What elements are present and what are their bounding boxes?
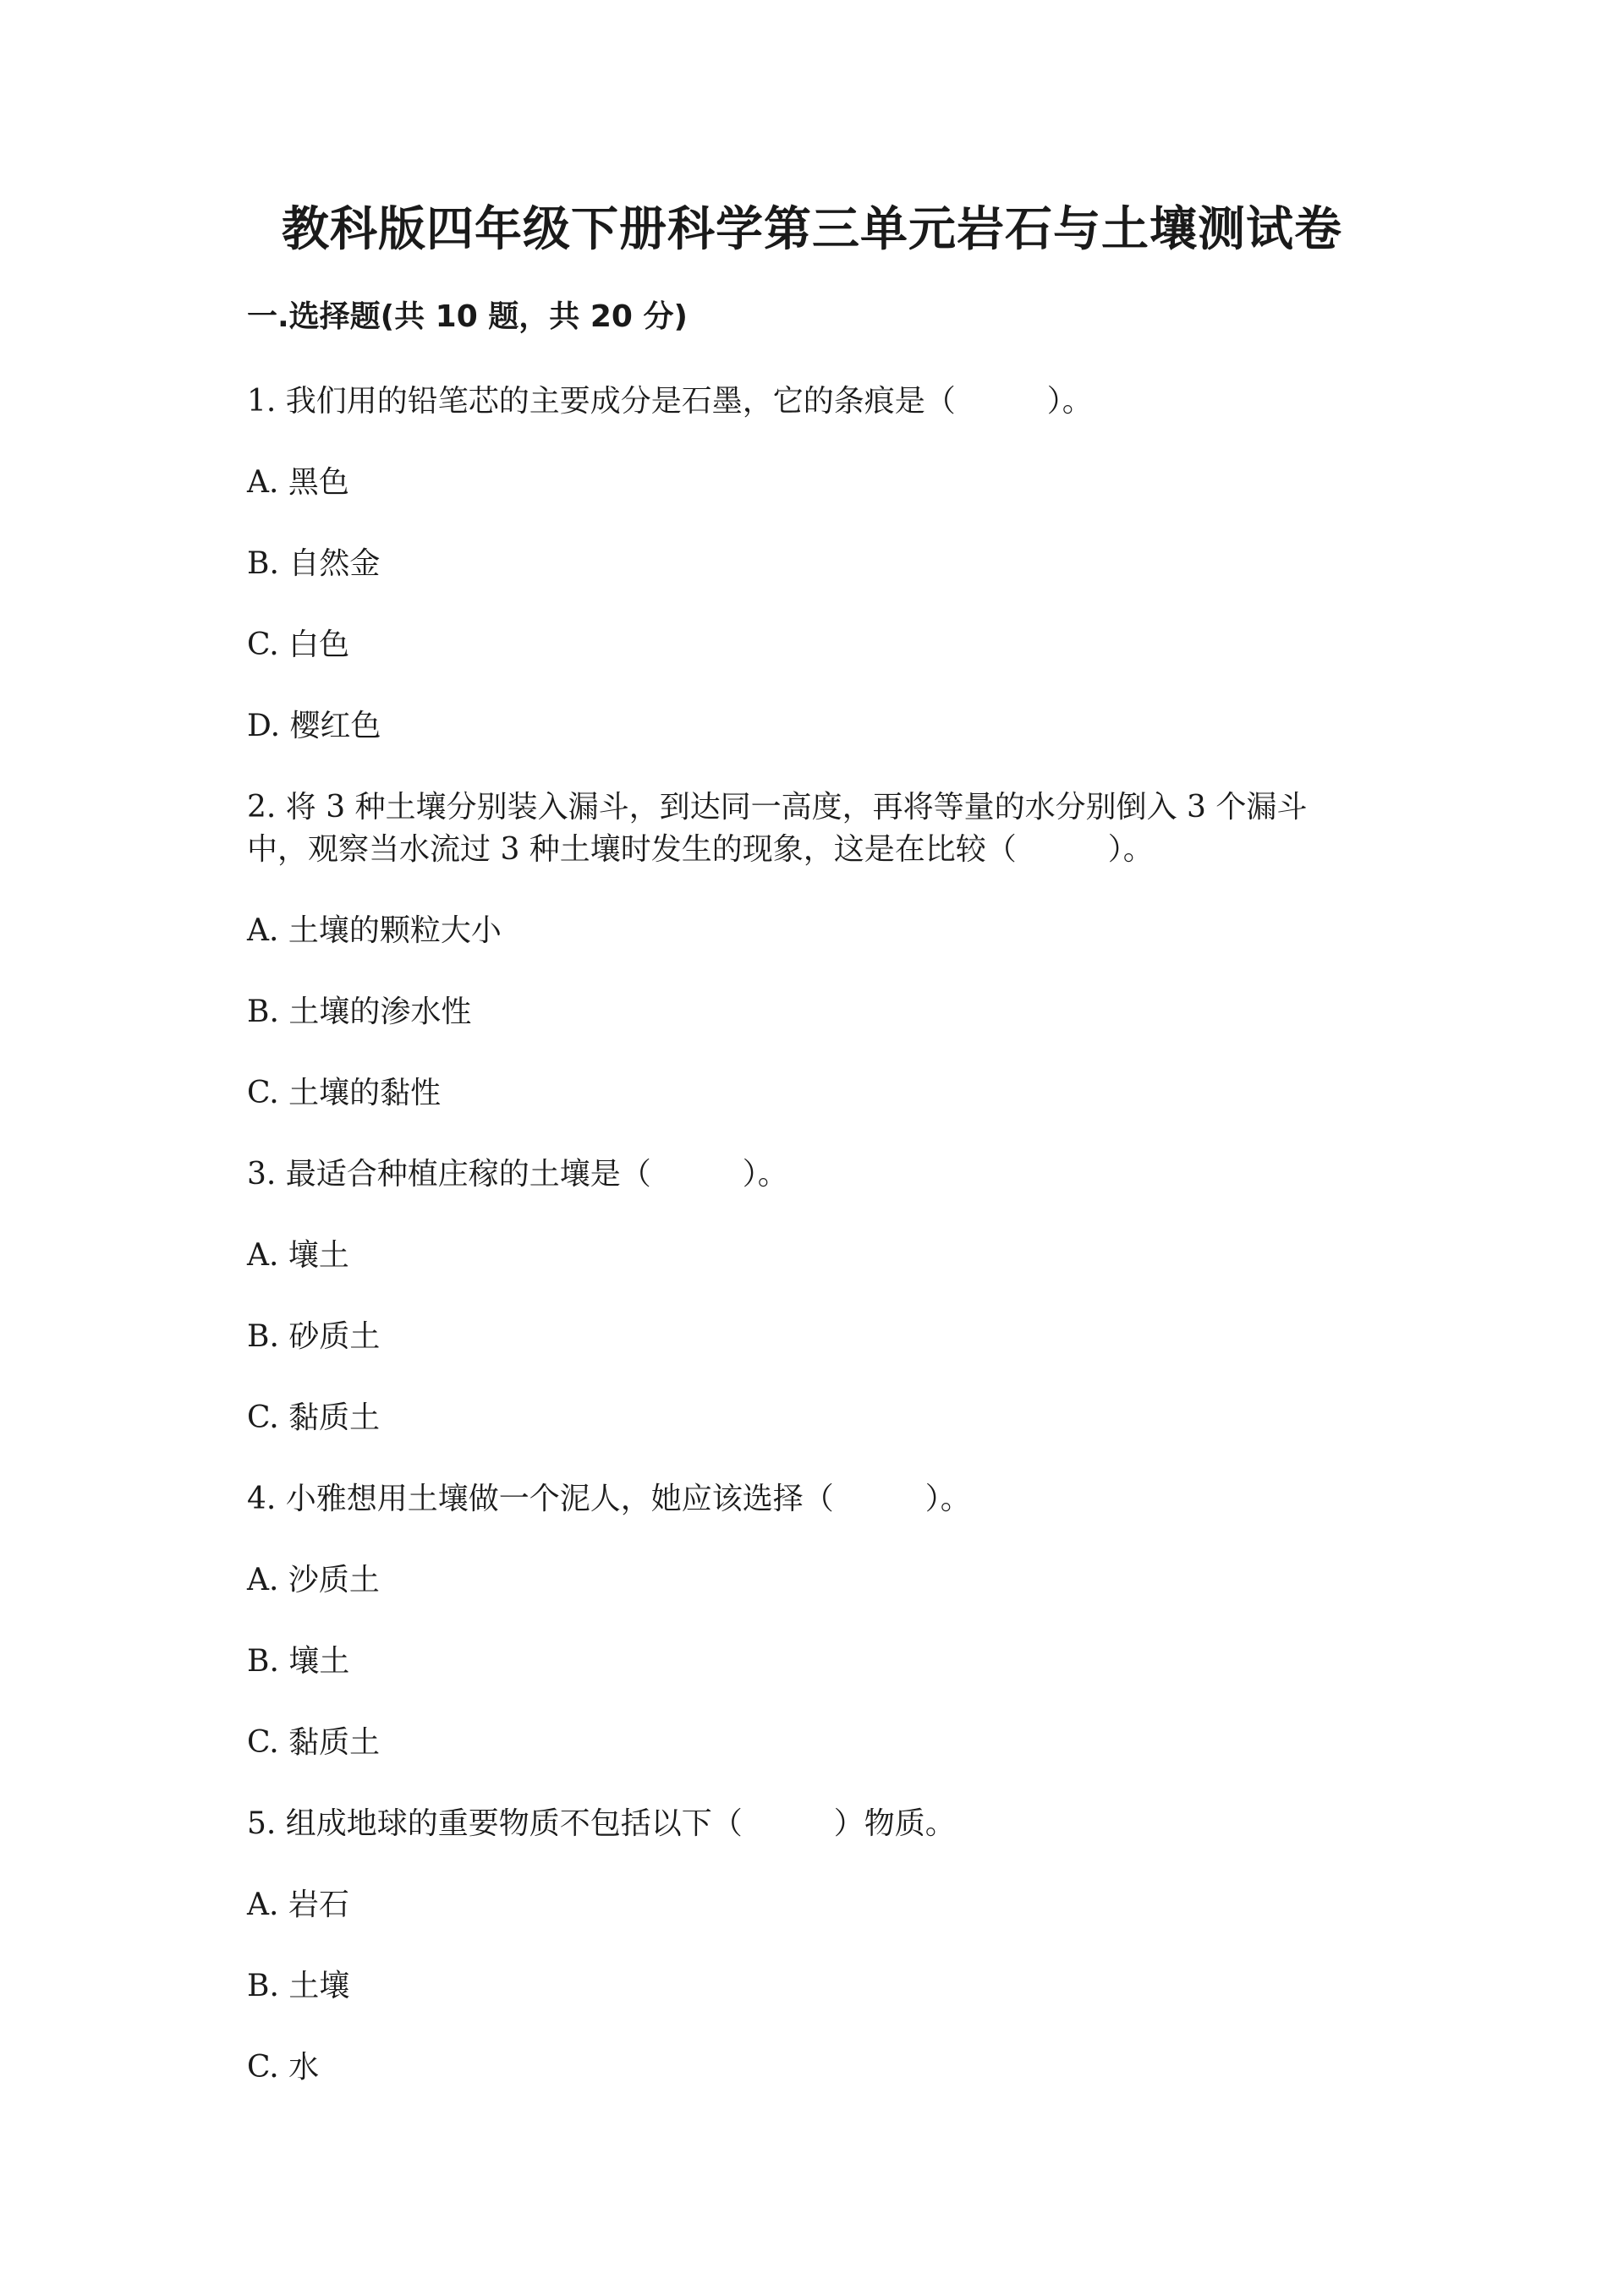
question-1-option-a: A. 黑色 (247, 465, 349, 500)
question-1-option-c: C. 白色 (247, 627, 350, 662)
question-1-stem: 1. 我们用的铅笔芯的主要成分是石墨，它的条痕是（ ）。 (247, 384, 1093, 419)
question-5-option-b: B. 土壤 (247, 1969, 350, 2003)
question-1-option-d: D. 樱红色 (247, 709, 381, 743)
question-2-stem-line-2: 中，观察当水流过 3 种土壤时发生的现象，这是在比较（ ）。 (247, 832, 1154, 867)
question-4-option-b: B. 壤土 (247, 1644, 350, 1679)
question-5-stem: 5. 组成地球的重要物质不包括以下（ ）物质。 (247, 1806, 956, 1841)
question-3-option-a: A. 壤土 (247, 1238, 349, 1273)
question-5-option-a: A. 岩石 (247, 1888, 349, 1922)
question-1-option-b: B. 自然金 (247, 546, 381, 581)
question-2-option-a: A. 土壤的颗粒大小 (247, 913, 502, 948)
question-4-option-a: A. 沙质土 (247, 1563, 380, 1597)
question-2-option-c: C. 土壤的黏性 (247, 1076, 442, 1110)
question-4-stem: 4. 小雅想用土壤做一个泥人，她应该选择（ ）。 (247, 1482, 971, 1516)
page-title: 教科版四年级下册科学第三单元岩石与土壤测试卷 (282, 202, 1342, 257)
question-2-option-b: B. 土壤的渗水性 (247, 995, 472, 1029)
question-2-stem-line-1: 2. 将 3 种土壤分别装入漏斗，到达同一高度，再将等量的水分别倒入 3 个漏斗 (247, 790, 1308, 825)
question-5-option-c: C. 水 (247, 2050, 320, 2085)
section-heading: 一.选择题(共 10 题，共 20 分) (247, 299, 688, 334)
question-3-option-b: B. 砂质土 (247, 1319, 381, 1354)
question-3-option-c: C. 黏质土 (247, 1400, 381, 1435)
question-3-stem: 3. 最适合种植庄稼的土壤是（ ）。 (247, 1157, 788, 1192)
question-4-option-c: C. 黏质土 (247, 1725, 381, 1760)
